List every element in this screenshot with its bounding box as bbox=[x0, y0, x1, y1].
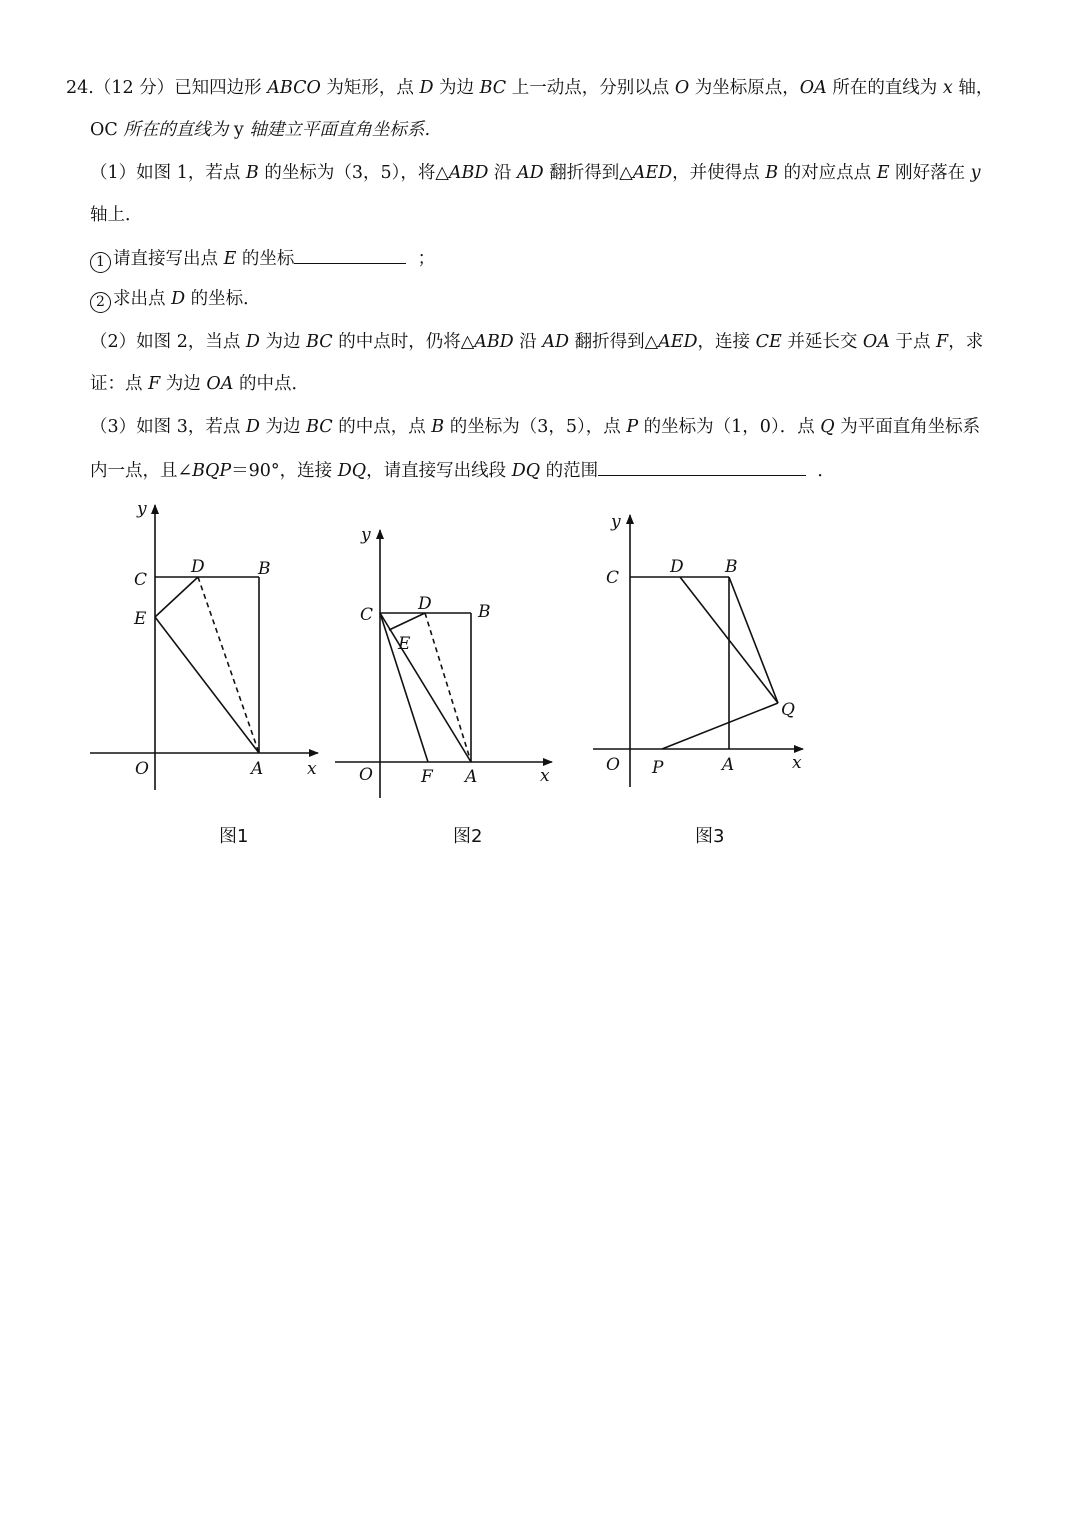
text-run: ，连接 bbox=[697, 332, 756, 352]
fig3-label-b: B bbox=[725, 557, 738, 577]
text-run: 为边 bbox=[259, 332, 307, 352]
fig3-segment-pq bbox=[662, 703, 778, 749]
text-run: OC bbox=[90, 120, 118, 140]
math-symbol: AED bbox=[658, 332, 698, 352]
text-run: ，求 bbox=[948, 332, 984, 352]
fig1-label-o: O bbox=[135, 759, 149, 779]
text-run: 为边 bbox=[160, 374, 207, 394]
text-run: 的中点时，仍将△ bbox=[332, 332, 475, 352]
problem-number: 24. bbox=[66, 78, 94, 98]
fig3-label-o: O bbox=[606, 755, 620, 775]
math-symbol: ABD bbox=[474, 332, 514, 352]
math-symbol: y bbox=[970, 163, 981, 183]
math-symbol: BQP bbox=[192, 461, 232, 481]
text-run: （3）如图 3，若点 bbox=[90, 417, 246, 437]
text-run: 沿 bbox=[513, 332, 543, 352]
text-run: y bbox=[233, 120, 244, 140]
math-symbol: B bbox=[431, 417, 445, 437]
text-run: ，请直接写出线段 bbox=[366, 461, 512, 481]
fig3-label-p: P bbox=[652, 758, 664, 778]
math-symbol: B bbox=[245, 163, 259, 183]
math-symbol: AD bbox=[542, 332, 570, 352]
math-symbol: O bbox=[674, 78, 690, 98]
math-symbol: D bbox=[171, 289, 186, 309]
text-run: 的中点． bbox=[233, 374, 309, 394]
text-run: 翻折得到△ bbox=[543, 163, 633, 183]
fig3-segment-bq bbox=[729, 577, 778, 703]
fig3-label-x: x bbox=[792, 753, 802, 773]
text-run: 为边 bbox=[259, 417, 307, 437]
figure-3 bbox=[593, 515, 803, 787]
text-run: ＝90°，连接 bbox=[231, 461, 338, 481]
text-run: 刚好落在 bbox=[889, 163, 971, 183]
fig1-label-y: y bbox=[137, 499, 147, 519]
fig2-label-y: y bbox=[361, 525, 371, 545]
math-symbol: D bbox=[245, 332, 260, 352]
fig2-label-d: D bbox=[418, 594, 432, 614]
fig3-label-d: D bbox=[670, 557, 684, 577]
text-run: 于点 bbox=[889, 332, 937, 352]
text-run: 的坐标为（1，0）．点 bbox=[638, 417, 821, 437]
math-symbol: D bbox=[419, 78, 434, 98]
text-run: 为坐标原点， bbox=[689, 78, 800, 98]
fig2-label-e: E bbox=[398, 634, 411, 654]
fig2-label-o: O bbox=[359, 765, 373, 785]
part3-end: ． bbox=[817, 461, 835, 481]
text-run: 的中点，点 bbox=[332, 417, 432, 437]
text-run: 的坐标 bbox=[236, 249, 295, 269]
math-symbol: x bbox=[942, 78, 953, 98]
math-symbol: DQ bbox=[511, 461, 541, 481]
text-run: 的对应点点 bbox=[778, 163, 877, 183]
text-run: 内一点，且∠ bbox=[90, 461, 193, 481]
text-run: 上一动点，分别以点 bbox=[506, 78, 675, 98]
math-symbol: E bbox=[876, 163, 890, 183]
fig2-caption: 图2 bbox=[453, 826, 483, 847]
fig1-caption: 图1 bbox=[219, 826, 249, 847]
fig1-label-c: C bbox=[134, 570, 148, 590]
math-symbol: CE bbox=[755, 332, 782, 352]
math-symbol: 所在的直线为 bbox=[117, 120, 234, 140]
figure-1 bbox=[90, 505, 318, 790]
math-symbol: BC bbox=[306, 417, 333, 437]
text-run: 为矩形，点 bbox=[320, 78, 420, 98]
fig2-label-x: x bbox=[540, 766, 550, 786]
fig2-label-f: F bbox=[421, 767, 433, 787]
math-symbol: AD bbox=[517, 163, 544, 183]
fig2-label-a: A bbox=[465, 767, 478, 787]
fig3-label-c: C bbox=[606, 568, 620, 588]
math-symbol: E bbox=[223, 249, 237, 269]
math-symbol: 轴建立平面直角坐标系． bbox=[243, 120, 442, 140]
text-run: 已知四边形 bbox=[174, 78, 268, 98]
text-run: 轴， bbox=[952, 78, 994, 98]
text-run: 的坐标． bbox=[185, 289, 261, 309]
math-symbol: P bbox=[626, 417, 639, 437]
fig2-segment-ca bbox=[380, 613, 471, 762]
subq1-end: ； bbox=[417, 249, 436, 269]
math-symbol: DQ bbox=[337, 461, 367, 481]
text-run: 的范围 bbox=[540, 461, 599, 481]
fig1-label-d: D bbox=[191, 557, 205, 577]
text-run: 证：点 bbox=[90, 374, 149, 394]
math-symbol: Q bbox=[820, 417, 835, 437]
circled-number-2: 2 bbox=[90, 292, 111, 313]
fig3-label-y: y bbox=[611, 512, 621, 532]
fig2-label-b: B bbox=[478, 602, 491, 622]
fig1-fold-line-da bbox=[198, 577, 259, 753]
text-run: 的坐标为（3，5），将△ bbox=[258, 163, 449, 183]
fig1-segment-ea bbox=[155, 617, 259, 753]
fig2-label-c: C bbox=[360, 605, 374, 625]
fig3-label-a: A bbox=[722, 755, 735, 775]
text-run: 请直接写出点 bbox=[113, 249, 224, 269]
text-run: 为边 bbox=[433, 78, 480, 98]
circled-number-1: 1 bbox=[90, 252, 111, 273]
text-run: 求出点 bbox=[113, 289, 172, 309]
fig1-segment-de bbox=[155, 577, 198, 617]
math-symbol: F bbox=[148, 374, 161, 394]
text-run: 沿 bbox=[488, 163, 517, 183]
math-symbol: B bbox=[765, 163, 779, 183]
fig1-label-b: B bbox=[258, 559, 271, 579]
fig1-label-x: x bbox=[307, 759, 317, 779]
text-run: ，并使得点 bbox=[672, 163, 766, 183]
fig3-caption: 图3 bbox=[695, 826, 725, 847]
math-symbol: D bbox=[245, 417, 260, 437]
text-run: （1）如图 1，若点 bbox=[90, 163, 246, 183]
math-symbol: F bbox=[936, 332, 949, 352]
math-symbol: ABCO bbox=[267, 78, 321, 98]
fig2-fold-line-da bbox=[425, 613, 471, 762]
text-run: 为平面直角坐标系 bbox=[834, 417, 981, 437]
math-symbol: OA bbox=[799, 78, 827, 98]
text-run: 翻折得到△ bbox=[569, 332, 659, 352]
fig3-label-q: Q bbox=[781, 700, 795, 720]
text-run: 并延长交 bbox=[781, 332, 863, 352]
text-run: 所在的直线为 bbox=[826, 78, 943, 98]
text-run: （2）如图 2，当点 bbox=[90, 332, 246, 352]
math-symbol: AED bbox=[632, 163, 673, 183]
figure-2 bbox=[335, 530, 552, 798]
math-symbol: BC bbox=[479, 78, 507, 98]
text-run: 轴上． bbox=[90, 205, 143, 225]
math-symbol: ABD bbox=[448, 163, 489, 183]
math-symbol: BC bbox=[306, 332, 333, 352]
math-symbol: OA bbox=[206, 374, 234, 394]
fig1-label-a: A bbox=[251, 759, 264, 779]
math-symbol: OA bbox=[862, 332, 890, 352]
problem-score: （12 分） bbox=[93, 78, 175, 98]
fig1-label-e: E bbox=[134, 609, 147, 629]
text-run: 的坐标为（3，5），点 bbox=[444, 417, 627, 437]
fig2-segment-de bbox=[389, 613, 425, 630]
